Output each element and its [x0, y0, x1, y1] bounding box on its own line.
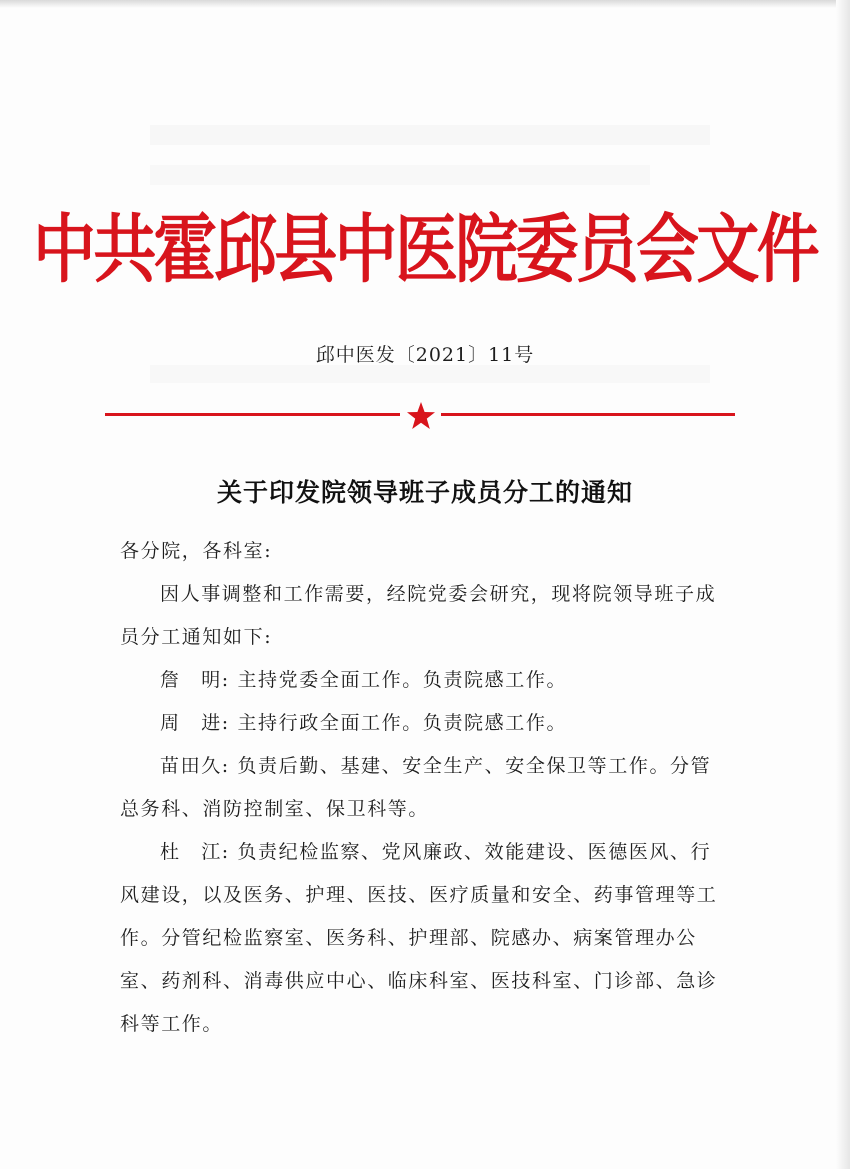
body-paragraph: 詹 明: 主持党委全面工作。负责院感工作。 [160, 669, 568, 691]
notice-body [120, 530, 720, 1046]
show-through-shading [150, 365, 710, 383]
masthead-title: 中共霍邱县中医院委员会文件 [33, 205, 817, 293]
scan-edge-right [836, 0, 850, 1169]
body-paragraph: 杜 江: 负责纪检监察、党风廉政、效能建设、医德医风、行风建设，以及医务、护理、医技、医疗质量和安全、药事管理等工作。分管纪检监察室、医务科、护理部、院感办、病案管理办公室、药剂科、消毒供应中心、临床科室、医技科室、门诊部、急诊科等工作。 [120, 841, 718, 1035]
body-paragraph: 苗田久: 负责后勤、基建、安全生产、安全保卫等工作。分管总务科、消防控制室、保卫科等。 [120, 755, 712, 820]
document-number: 邱中医发〔2021〕11号 [315, 344, 535, 366]
star-icon [406, 402, 436, 430]
body-paragraph: 因人事调整和工作需要，经院党委会研究，现将院领导班子成员分工通知如下: [120, 583, 717, 648]
body-paragraph: 周 进: 主持行政全面工作。负责院感工作。 [160, 712, 568, 734]
red-divider [105, 402, 735, 428]
salutation: 各分院，各科室: [120, 540, 273, 562]
divider-line-left [105, 413, 400, 416]
show-through-shading [150, 165, 650, 185]
scan-edge-top [0, 0, 850, 8]
divider-line-right [441, 413, 735, 416]
show-through-shading [150, 125, 710, 145]
notice-title: 关于印发院领导班子成员分工的通知 [216, 478, 633, 507]
